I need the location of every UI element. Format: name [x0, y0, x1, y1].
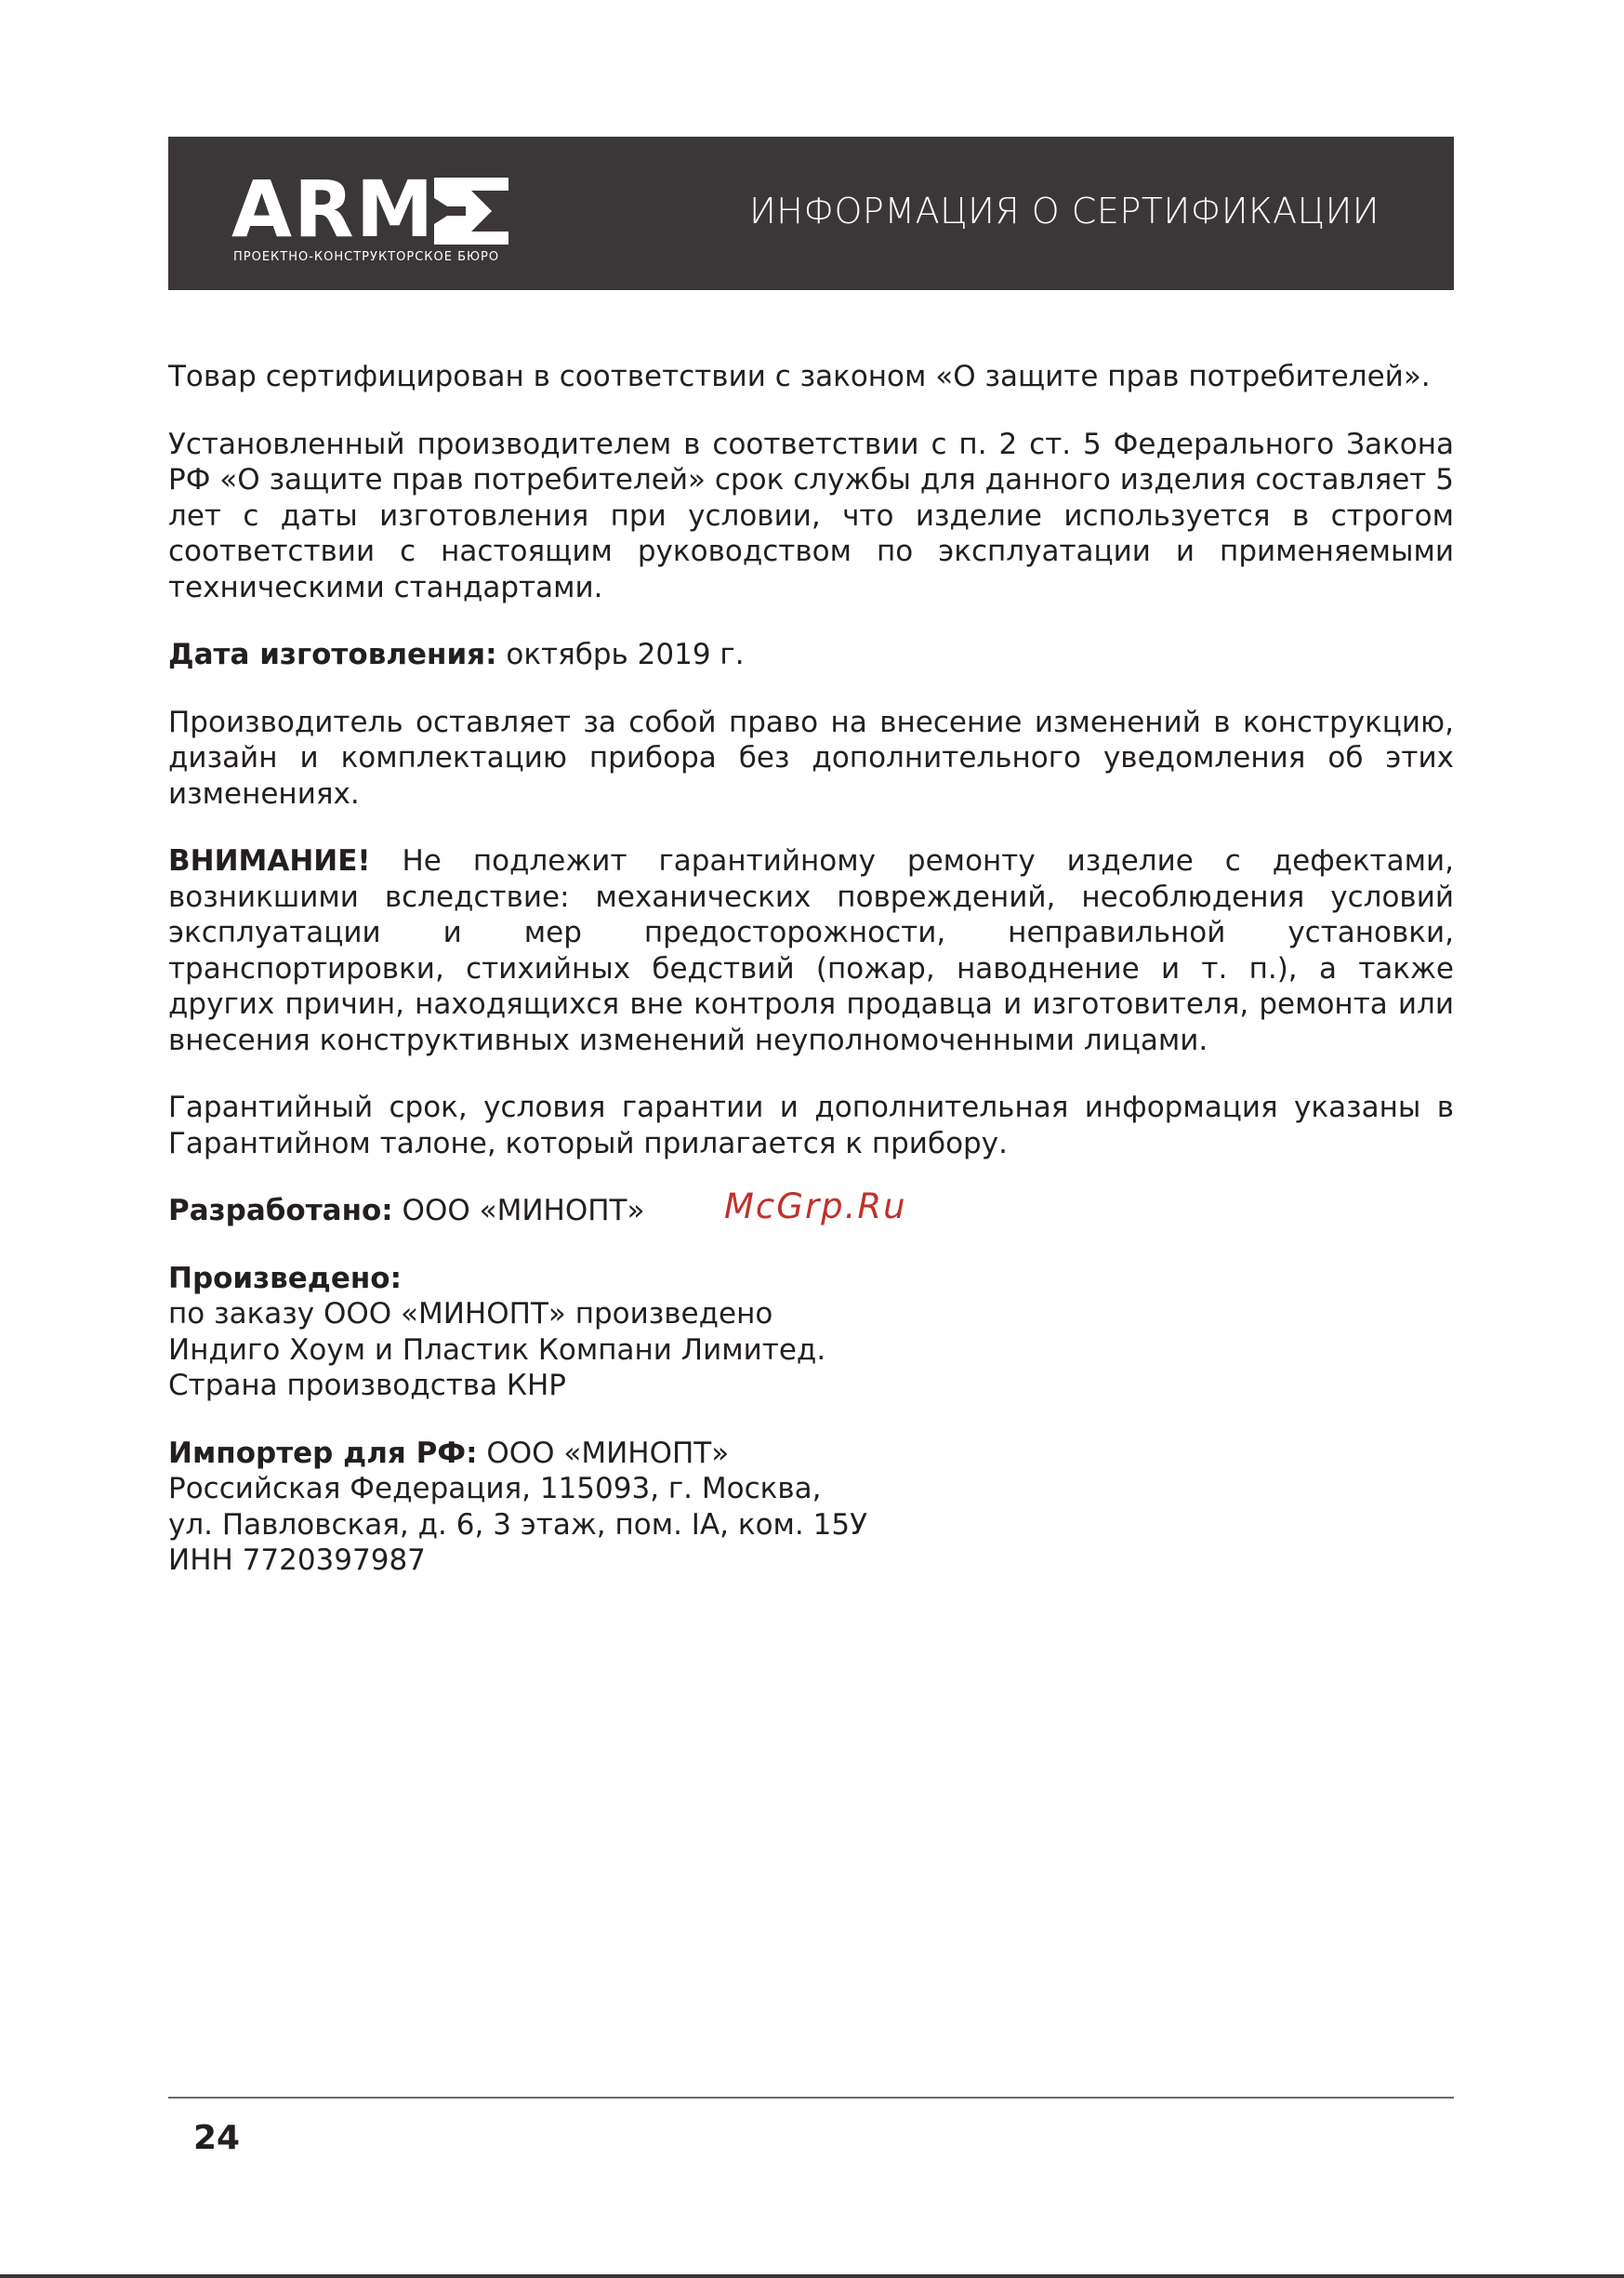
- importer-line: ул. Павловская, д. 6, 3 этаж, пом. IA, ком. 15У: [168, 1507, 867, 1542]
- footer-divider: [168, 2097, 1454, 2099]
- developed-by: [168, 1186, 1454, 1229]
- logo-arrow-icon: [434, 178, 508, 245]
- watermark-link[interactable]: McGrp.Ru: [724, 1186, 907, 1226]
- importer-label: Импортер для РФ:: [168, 1436, 478, 1470]
- importer-line: ИНН 7720397987: [168, 1543, 426, 1577]
- page-number: 24: [193, 2119, 241, 2157]
- importer-value: ООО «МИНОПТ»: [477, 1436, 730, 1470]
- logo-wordmark: ARM: [231, 164, 436, 255]
- header-band: [168, 137, 1454, 290]
- produced-label: Произведено:: [168, 1261, 402, 1295]
- warning-text: Не подлежит гарантийному ремонту изделие с дефектами, возникшими вследствие: механических повреждений, несоблюдения условий эксплуатации и мер предосторожности, неправильной установки, транспортировки, стихийных бедствий (пожар, наводнение и т. п.), а также других причин, находящихся вне контроля продавца и изготовителя, ремонта или внесения конструктивных изменений неуполномоченными лицами.: [168, 844, 1454, 1057]
- importer: [168, 1436, 1454, 1579]
- service-life-paragraph: Установленный производителем в соответствии с п. 2 ст. 5 Федерального Закона РФ «О защите прав потребителей» срок службы для данного изделия составляет 5 лет с даты изготовления при условии, что изделие используется в строгом соответствии с настоящим руководством по эксплуатации и применяемыми техническими стандартами.: [168, 427, 1454, 604]
- warning-paragraph: [168, 843, 1454, 1058]
- certification-paragraph: Товар сертифицирован в соответствии с законом «О защите прав потребителей».: [168, 360, 1431, 393]
- logo-subtitle: ПРОЕКТНО-КОНСТРУКТОРСКОЕ БЮРО: [233, 250, 500, 264]
- document-body: [168, 359, 1454, 1610]
- importer-line: Российская Федерация, 115093, г. Москва,: [168, 1472, 822, 1505]
- manufacture-date-label: Дата изготовления:: [168, 638, 497, 671]
- manufacture-date-value: октябрь 2019 г.: [496, 638, 745, 671]
- importer-heading: [168, 1436, 1454, 1472]
- arm-logo: [231, 164, 520, 264]
- produced-line: по заказу ООО «МИНОПТ» произведено: [168, 1297, 773, 1331]
- developed-label: Разработано:: [168, 1194, 393, 1227]
- warning-label: ВНИМАНИЕ!: [168, 844, 371, 878]
- page-bottom-edge: [0, 2274, 1624, 2278]
- page-title: ИНФОРМАЦИЯ О СЕРТИФИКАЦИИ: [749, 191, 1380, 232]
- manufacture-date: [168, 637, 1454, 673]
- changes-paragraph: Производитель оставляет за собой право на внесение изменений в конструкцию, дизайн и комплектацию прибора без дополнительного уведомления об этих изменениях.: [168, 705, 1454, 811]
- produced-line: Страна производства КНР: [168, 1369, 566, 1402]
- produced-by: [168, 1261, 1454, 1404]
- produced-line: Индиго Хоум и Пластик Компани Лимитед.: [168, 1332, 826, 1367]
- developed-value: ООО «МИНОПТ»: [392, 1194, 645, 1227]
- warranty-paragraph: Гарантийный срок, условия гарантии и дополнительная информация указаны в Гарантийном талоне, который прилагается к прибору.: [168, 1091, 1454, 1160]
